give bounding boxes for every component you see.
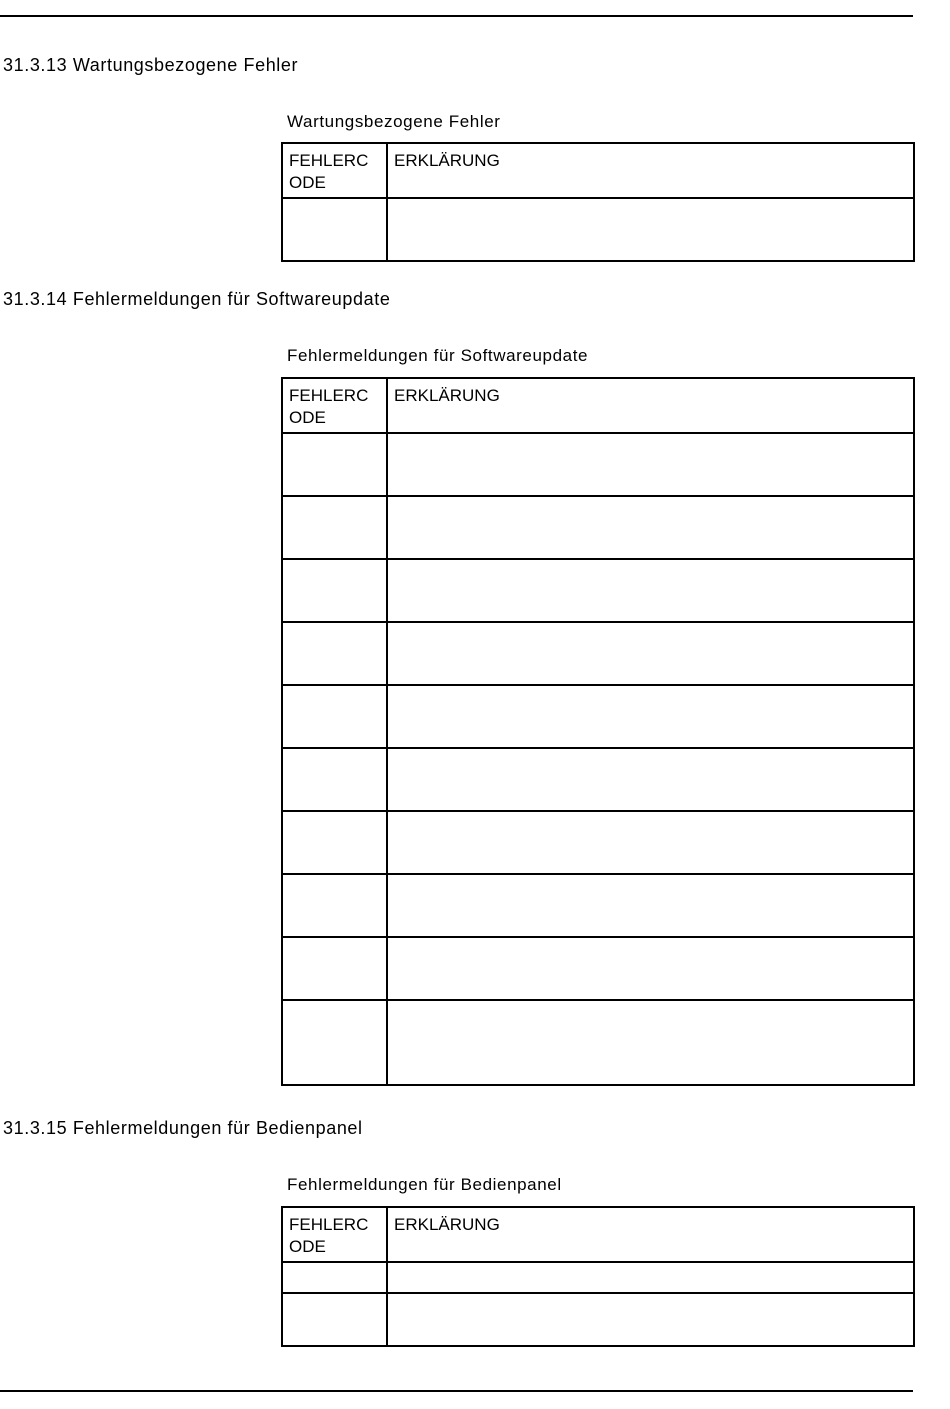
section-heading-control-panel-errors: 31.3.15 Fehlermeldungen für Bedienpanel	[3, 1118, 363, 1138]
table-header-row	[282, 143, 914, 198]
error-code-cell	[282, 937, 387, 1000]
error-code-cell	[282, 198, 387, 261]
table-header-row	[282, 378, 914, 433]
maintenance-errors-table	[281, 142, 915, 262]
error-explanation-cell	[387, 198, 914, 261]
error-code-cell	[282, 874, 387, 937]
error-code-cell	[282, 496, 387, 559]
table-row	[282, 811, 914, 874]
error-explanation-cell	[387, 559, 914, 622]
column-header-code: FEHLERCODE	[282, 1207, 387, 1262]
error-explanation-cell	[387, 1000, 914, 1085]
error-code-cell	[282, 1293, 387, 1346]
table-row	[282, 496, 914, 559]
error-explanation-cell	[387, 874, 914, 937]
error-explanation-cell	[387, 622, 914, 685]
table-caption-control-panel-errors: Fehlermeldungen für Bedienpanel	[287, 1175, 562, 1194]
error-explanation-cell	[387, 937, 914, 1000]
table-row	[282, 198, 914, 261]
error-code-cell	[282, 622, 387, 685]
table-header-row	[282, 1207, 914, 1262]
table-row	[282, 1000, 914, 1085]
error-code-cell	[282, 1262, 387, 1293]
table-caption-software-update-errors: Fehlermeldungen für Softwareupdate	[287, 346, 589, 365]
software-update-errors-table	[281, 377, 915, 1086]
column-header-code: FEHLERCODE	[282, 378, 387, 433]
column-header-explanation: ERKLÄRUNG	[387, 378, 914, 433]
bottom-rule	[0, 1390, 913, 1392]
error-explanation-cell	[387, 685, 914, 748]
table-row	[282, 1293, 914, 1346]
error-code-cell	[282, 685, 387, 748]
table-row	[282, 937, 914, 1000]
control-panel-errors-table	[281, 1206, 915, 1347]
column-header-explanation: ERKLÄRUNG	[387, 1207, 914, 1262]
table-row	[282, 748, 914, 811]
error-explanation-cell	[387, 496, 914, 559]
section-heading-maintenance-errors: 31.3.13 Wartungsbezogene Fehler	[3, 55, 299, 75]
table-caption-maintenance-errors: Wartungsbezogene Fehler	[287, 112, 501, 131]
error-code-cell	[282, 748, 387, 811]
table-row	[282, 433, 914, 496]
error-explanation-cell	[387, 811, 914, 874]
error-explanation-cell	[387, 1262, 914, 1293]
error-code-cell	[282, 559, 387, 622]
column-header-code: FEHLERCODE	[282, 143, 387, 198]
error-explanation-cell	[387, 433, 914, 496]
error-code-cell	[282, 1000, 387, 1085]
section-heading-software-update-errors: 31.3.14 Fehlermeldungen für Softwareupdate	[3, 289, 391, 309]
table-row	[282, 559, 914, 622]
error-explanation-cell	[387, 748, 914, 811]
error-code-cell	[282, 433, 387, 496]
table-row	[282, 1262, 914, 1293]
column-header-explanation: ERKLÄRUNG	[387, 143, 914, 198]
table-row	[282, 685, 914, 748]
error-explanation-cell	[387, 1293, 914, 1346]
table-row	[282, 622, 914, 685]
top-rule	[0, 15, 913, 17]
error-code-cell	[282, 811, 387, 874]
table-row	[282, 874, 914, 937]
